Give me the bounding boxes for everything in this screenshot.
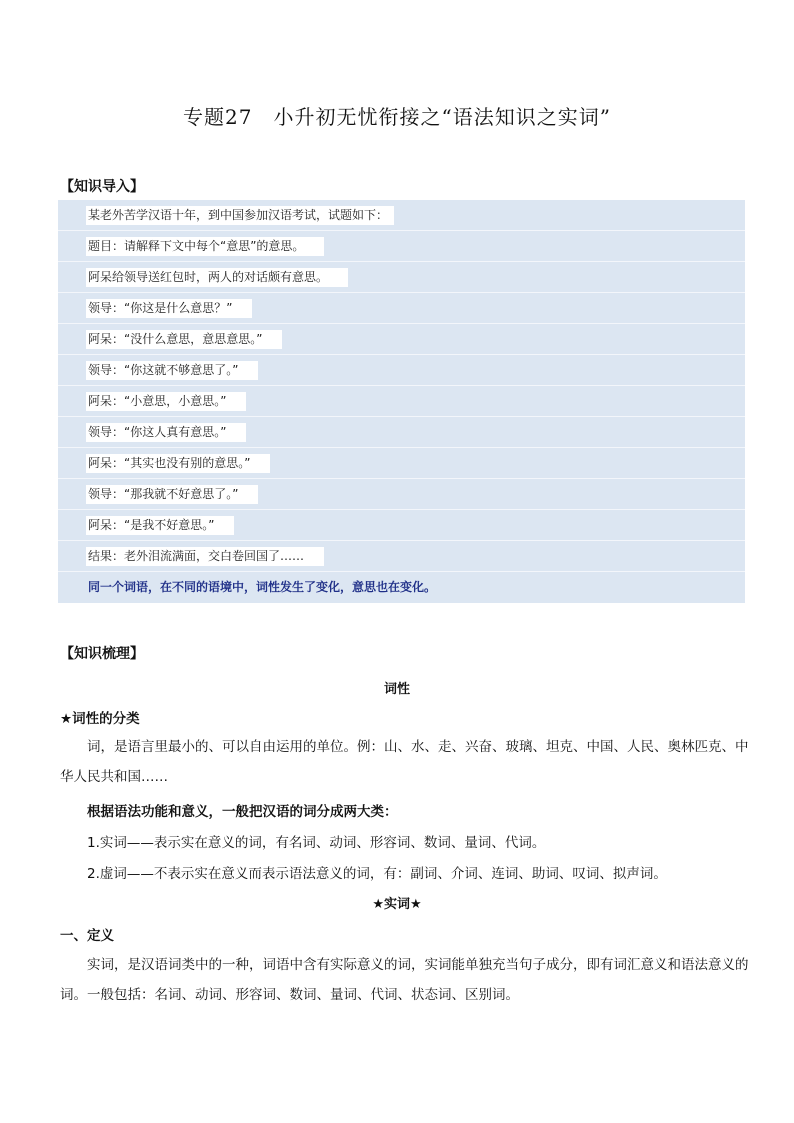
intro-text: 领导：“你这是什么意思？” bbox=[86, 299, 252, 318]
definition-paragraph: 实词，是汉语词类中的一种，词语中含有实际意义的词，实词能单独充当句子成分，即有词汇意义和语法意义的词。一般包括：名词、动词、形容词、数词、量词、代词、状态词、区别词。 bbox=[60, 957, 749, 1003]
intro-text: 领导：“那我就不好意思了。” bbox=[86, 485, 258, 504]
intro-row bbox=[58, 448, 745, 479]
intro-text: 领导：“你这人真有意思。” bbox=[86, 423, 246, 442]
intro-row bbox=[58, 386, 745, 417]
section-heading-summary: 【知识梳理】 bbox=[60, 646, 144, 662]
intro-text: 阿呆：“小意思，小意思。” bbox=[86, 392, 246, 411]
cixing-classification-line: 根据语法功能和意义，一般把汉语的词分成两大类： bbox=[87, 804, 398, 820]
intro-text: 领导：“你这就不够意思了。” bbox=[86, 361, 258, 380]
cixing-item-shici: 1.实词——表示实在意义的词，有名词、动词、形容词、数词、量词、代词。 bbox=[87, 835, 546, 851]
intro-text: 阿呆：“是我不好意思。” bbox=[86, 516, 234, 535]
intro-conclusion bbox=[58, 572, 745, 603]
intro-text: 结果：老外泪流满面，交白卷回国了…… bbox=[86, 547, 324, 566]
intro-text: 阿呆：“没什么意思，意思意思。” bbox=[86, 330, 282, 349]
intro-text: 题目：请解释下文中每个“意思”的意思。 bbox=[86, 237, 324, 256]
intro-row bbox=[58, 324, 745, 355]
page-title: 专题27 小升初无忧衔接之“语法知识之实词” bbox=[183, 105, 611, 129]
definition-heading: 一、定义 bbox=[60, 928, 114, 944]
intro-row bbox=[58, 479, 745, 510]
intro-row bbox=[58, 231, 745, 262]
cixing-heading: 词性 bbox=[383, 682, 410, 697]
shici-heading: ★实词★ bbox=[372, 897, 422, 912]
intro-row bbox=[58, 510, 745, 541]
cixing-paragraph: 词，是语言里最小的、可以自由运用的单位。例：山、水、走、兴奋、玻璃、坦克、中国、人民、奥林匹克、中华人民共和国…… bbox=[60, 739, 749, 785]
intro-conclusion-text: 同一个词语，在不同的语境中，词性发生了变化，意思也在变化。 bbox=[88, 580, 437, 594]
intro-row bbox=[58, 541, 745, 572]
intro-row bbox=[58, 417, 745, 448]
intro-row bbox=[58, 262, 745, 293]
cixing-subheading: ★词性的分类 bbox=[60, 711, 140, 727]
intro-text: 阿呆给领导送红包时，两人的对话颇有意思。 bbox=[86, 268, 348, 287]
intro-text: 某老外苦学汉语十年，到中国参加汉语考试，试题如下： bbox=[86, 206, 394, 225]
intro-row bbox=[58, 200, 745, 231]
cixing-item-xuci: 2.虚词——不表示实在意义而表示语法意义的词，有：副词、介词、连词、助词、叹词、拟声词。 bbox=[87, 866, 667, 882]
intro-box bbox=[58, 200, 745, 603]
intro-row bbox=[58, 293, 745, 324]
intro-row bbox=[58, 355, 745, 386]
intro-text: 阿呆：“其实也没有别的意思。” bbox=[86, 454, 270, 473]
section-heading-intro: 【知识导入】 bbox=[60, 179, 144, 195]
